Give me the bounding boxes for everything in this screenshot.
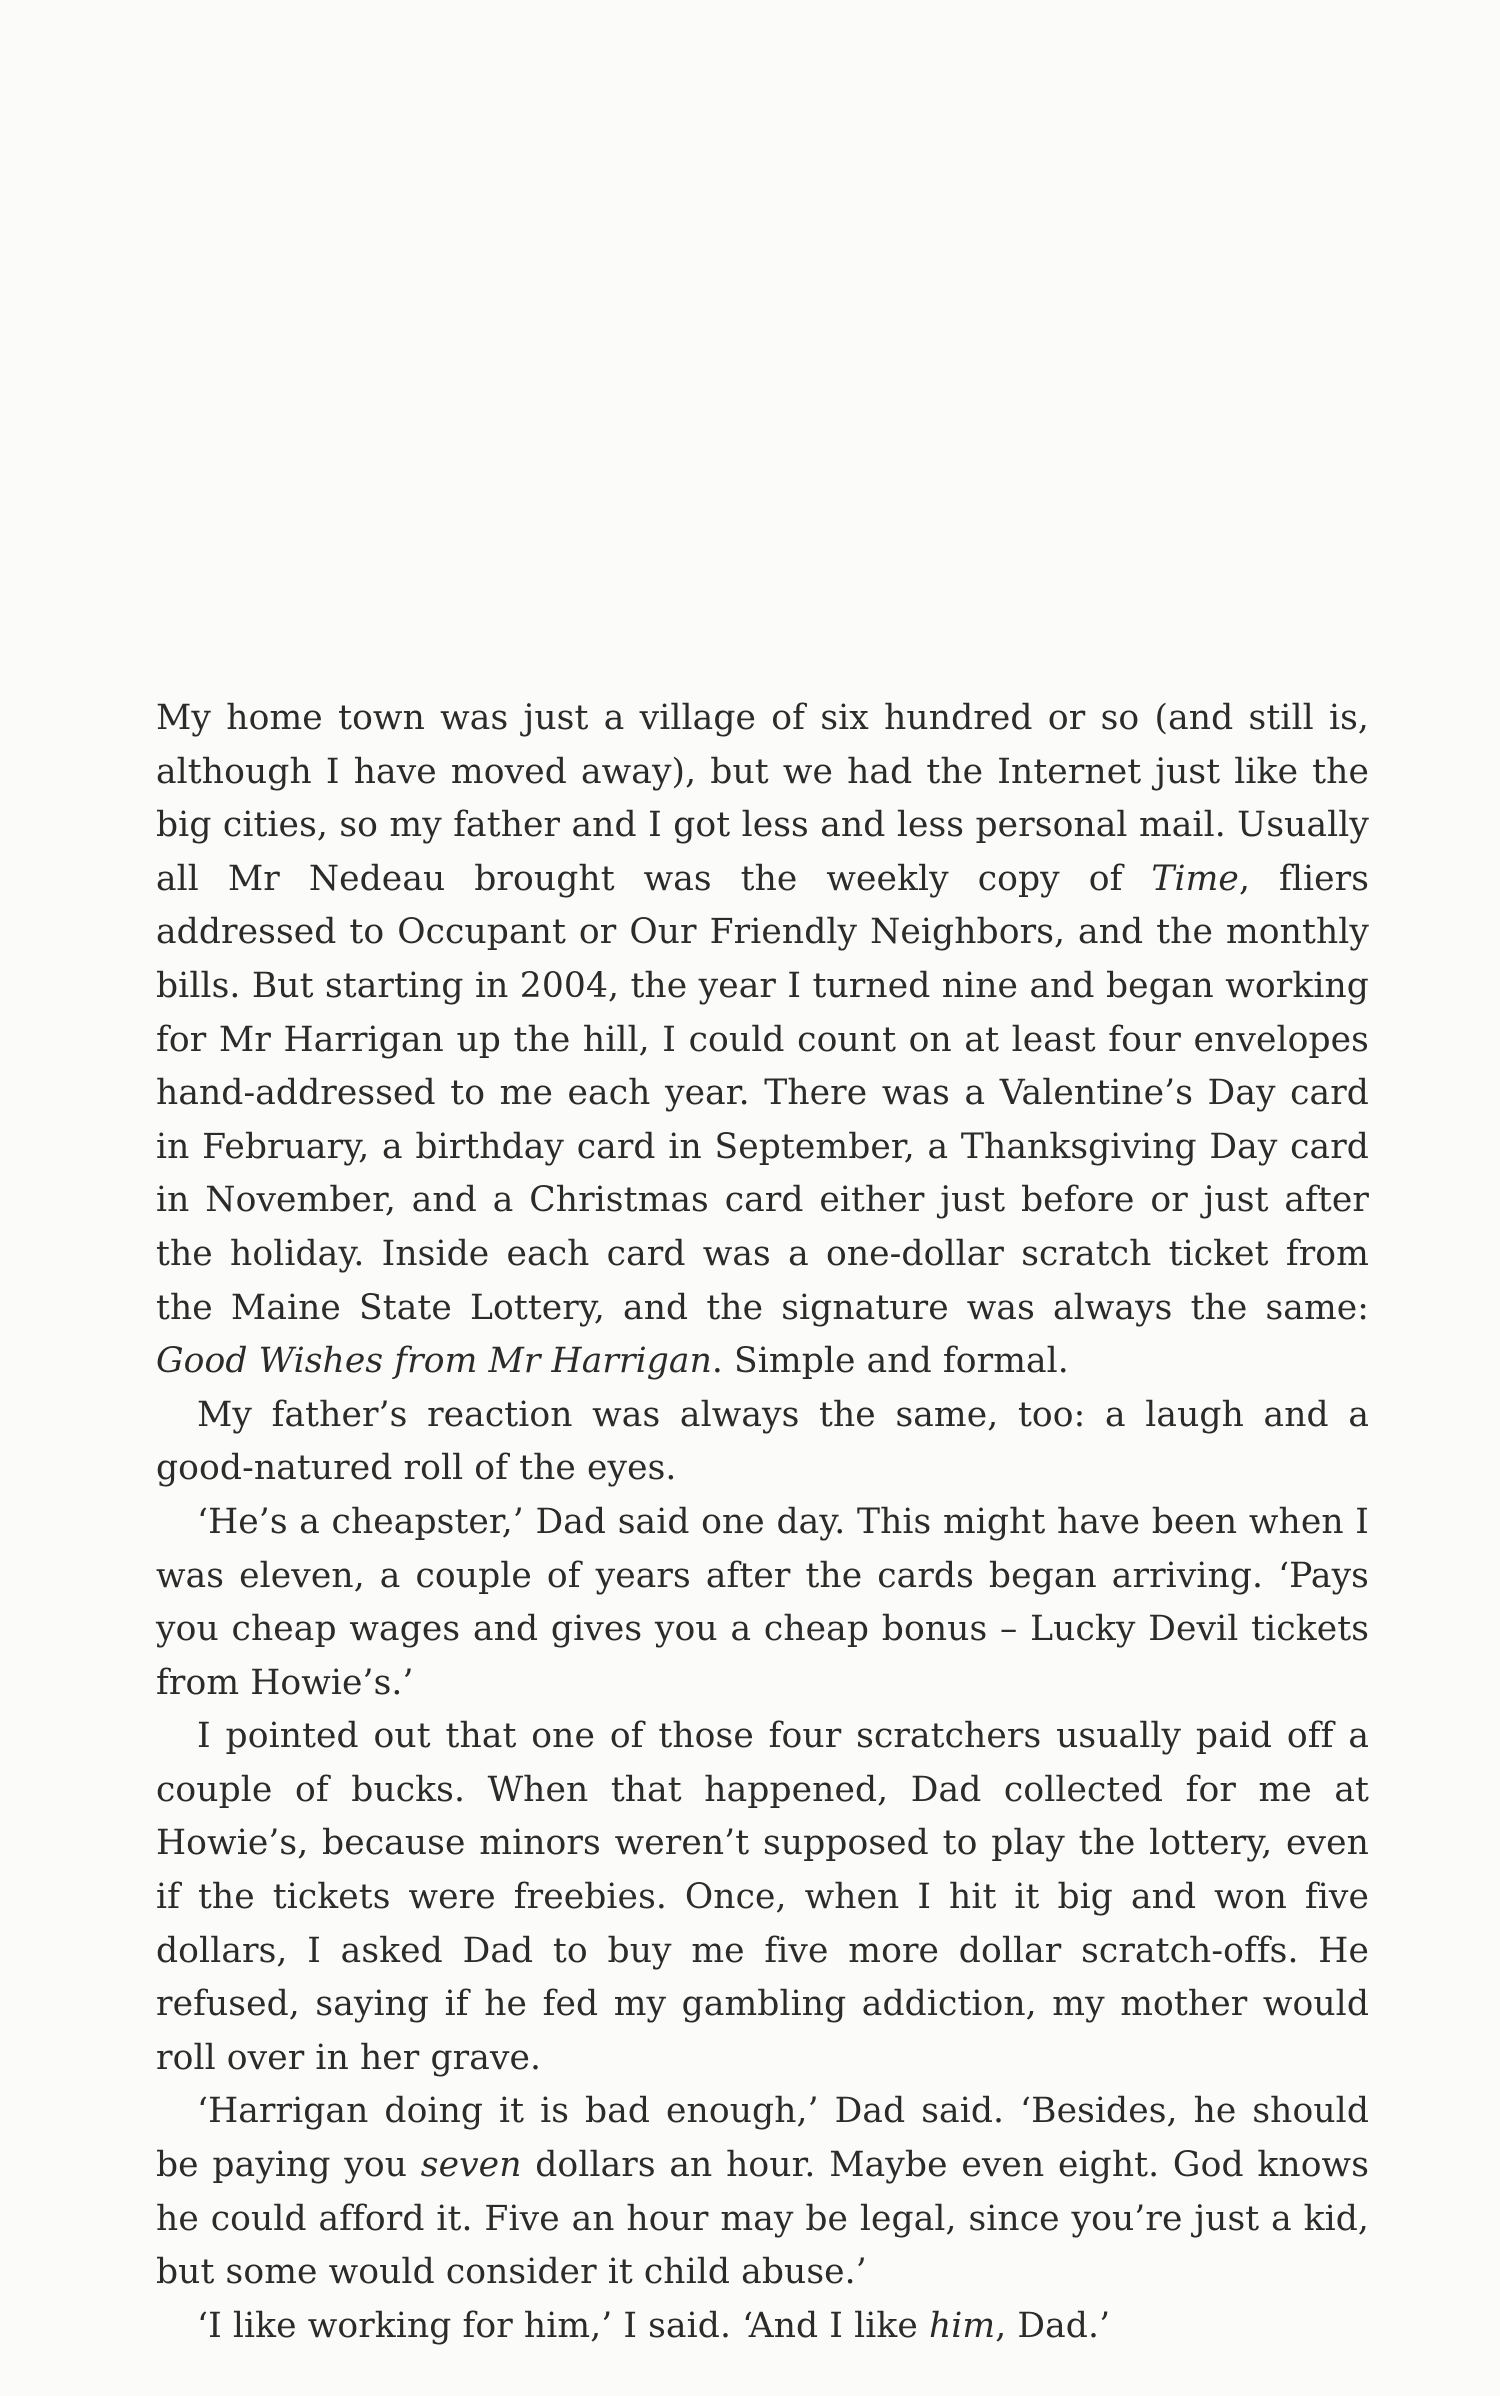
italic-text-segment: Time [1151,858,1239,899]
italic-text-segment: Good Wishes from Mr Harrigan [156,1341,712,1382]
text-segment: My home town was just a village of six hundred or so (and still is, although I have moved away), but we had the Internet just like the big cities, so my father and I got less and less personal mail. Usually all Mr Nedeau brought was the weekly copy of [156,698,1369,899]
text-segment: , Dad.’ [995,2305,1111,2346]
text-segment: ‘He’s a cheapster,’ Dad said one day. This might have been when I was eleven, a couple of years after the cards began arriving. ‘Pays you cheap wages and gives you a cheap bonus – Lucky Devil tickets from Howie’s.’ [156,1501,1369,1703]
text-segment: ‘I like working for him,’ I said. ‘And I like [197,2305,929,2346]
italic-text-segment: him [928,2305,996,2346]
text-segment: , fliers addressed to Occupant or Our Friendly Neighbors, and the monthly bills. But starting in 2004, the year I turned nine and began working for Mr Harrigan up the hill, I could count on at least four envelopes hand-addressed to me each year. There was a Valentine’s Day card in February, a birthday card in September, a Thanksgiving Day card in November, and a Christmas card either just before or just after the holiday. Inside each card was a one-dollar scratch ticket from the Maine State Lottery, and the signature was always the same: [156,858,1370,1328]
paragraph [156,1389,1369,1496]
body-text [156,692,1369,2353]
paragraph [156,692,1369,1389]
paragraph [156,2085,1369,2299]
text-segment: . Simple and formal. [711,1341,1069,1382]
paragraph [156,2300,1369,2354]
paragraph [156,1496,1369,1710]
italic-text-segment: seven [420,2145,522,2186]
text-segment: ‘Harrigan doing it is bad enough,’ Dad said. ‘Besides, he should be paying you [156,2091,1369,2186]
text-segment: My father’s reaction was always the same, too: a laugh and a good-natured roll of the eyes. [156,1394,1369,1489]
paragraph [156,1710,1369,2085]
text-segment: I pointed out that one of those four scratchers usually paid off a couple of bucks. When that happened, Dad collected for me at Howie’s, because minors weren’t supposed to play the lottery, even if the tickets were freebies. Once, when I hit it big and won five dollars, I asked Dad to buy me five more dollar scratch-offs. He refused, saying if he fed my gambling addiction, my mother would roll over in her grave. [156,1716,1369,2078]
text-segment: dollars an hour. Maybe even eight. God knows he could afford it. Five an hour may be legal, since you’re just a kid, but some would consider it child abuse.’ [156,2145,1369,2293]
